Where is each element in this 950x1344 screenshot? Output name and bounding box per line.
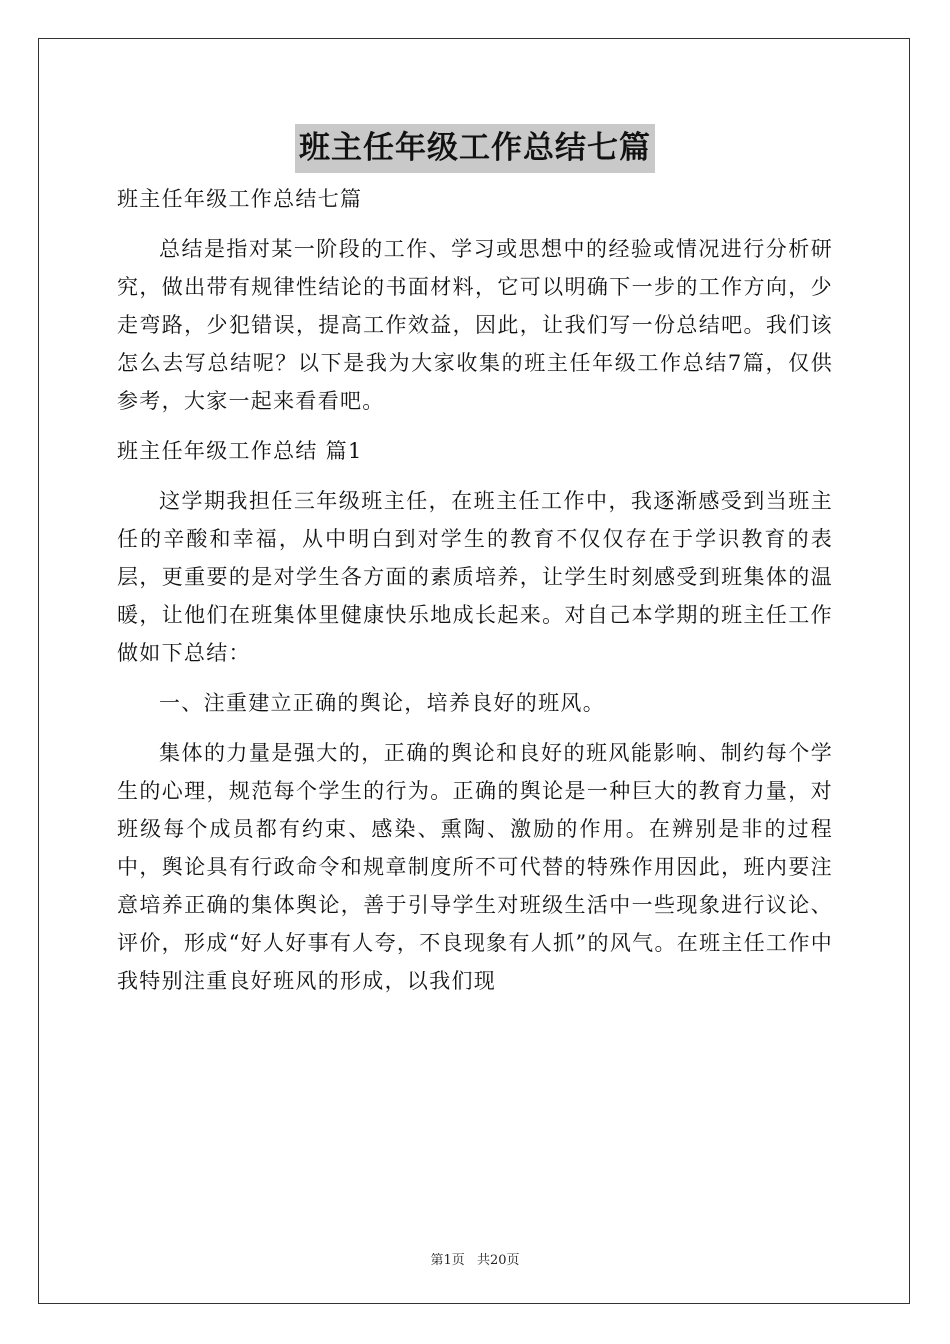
document-title: 班主任年级工作总结七篇 bbox=[295, 124, 655, 173]
intro-paragraph: 总结是指对某一阶段的工作、学习或思想中的经验或情况进行分析研究，做出带有规律性结论的书面材料，它可以明确下一步的工作方向，少走弯路，少犯错误，提高工作效益，因此，让我们写一份总结吧。我们该怎么去写总结呢？以下是我为大家收集的班主任年级工作总结7篇，仅供参考，大家一起来看看吧。 bbox=[117, 237, 833, 413]
document-body bbox=[117, 180, 833, 1012]
page-total: 共20页 bbox=[476, 1253, 520, 1268]
page-footer bbox=[0, 1249, 950, 1268]
page-number: 第1页 bbox=[430, 1253, 465, 1268]
section-heading-1: 班主任年级工作总结 篇1 bbox=[117, 439, 363, 463]
body-paragraph-2: 集体的力量是强大的，正确的舆论和良好的班风能影响、制约每个学生的心理，规范每个学生的行为。正确的舆论是一种巨大的教育力量，对班级每个成员都有约束、感染、熏陶、激励的作用。在辨别是非的过程中，舆论具有行政命令和规章制度所不可代替的特殊作用因此，班内要注意培养正确的集体舆论，善于引导学生对班级生活中一些现象进行议论、评价，形成“好人好事有人夸，不良现象有人抓”的风气。在班主任工作中我特别注重良好班风的形成，以我们现 bbox=[117, 741, 833, 993]
body-paragraph-1: 这学期我担任三年级班主任，在班主任工作中，我逐渐感受到当班主任的辛酸和幸福，从中明白到对学生的教育不仅仅存在于学识教育的表层，更重要的是对学生各方面的素质培养，让学生时刻感受到班集体的温暖，让他们在班集体里健康快乐地成长起来。对自己本学期的班主任工作做如下总结： bbox=[117, 489, 833, 665]
subheading-1: 一、注重建立正确的舆论，培养良好的班风。 bbox=[159, 691, 605, 715]
subtitle-heading: 班主任年级工作总结七篇 bbox=[117, 187, 363, 211]
title-container bbox=[0, 124, 950, 173]
